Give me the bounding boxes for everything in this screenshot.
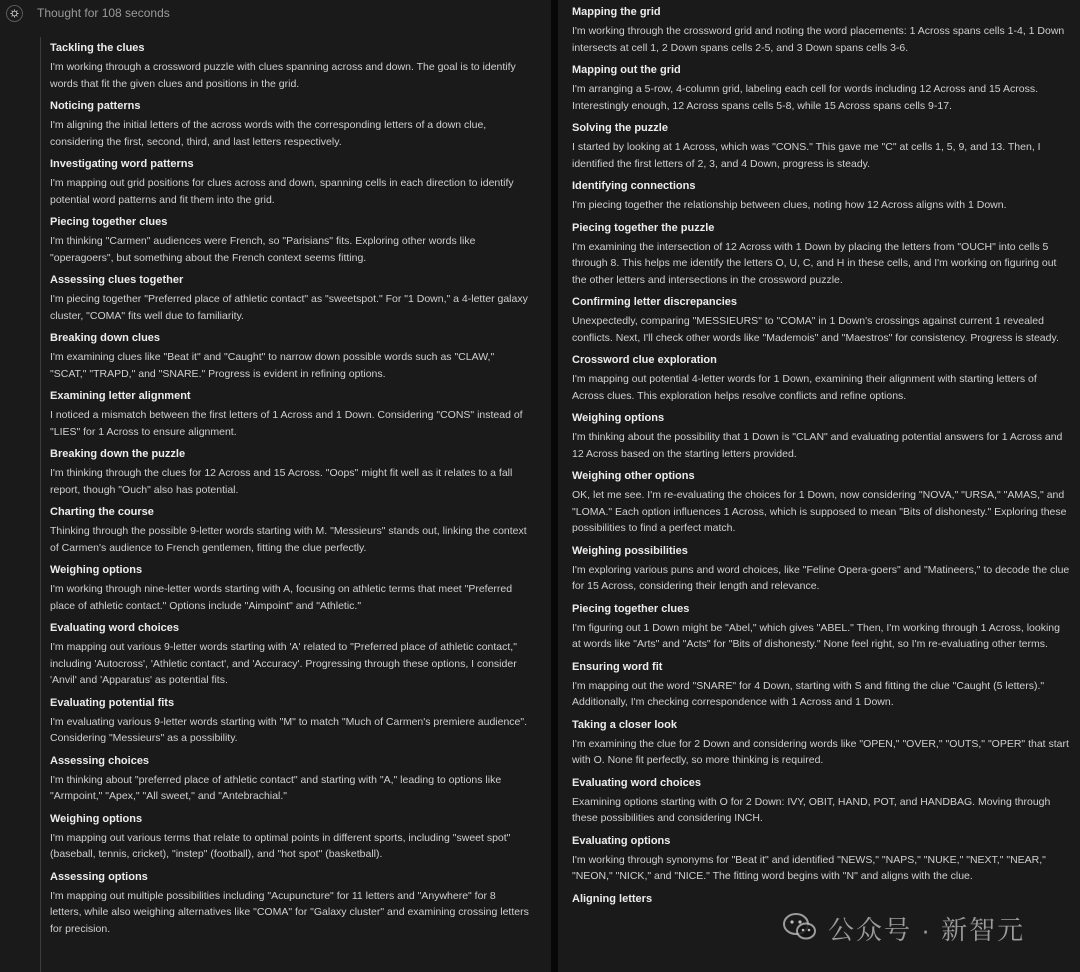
thought-section — [50, 388, 530, 440]
thought-section — [572, 659, 1070, 711]
section-body: I'm thinking about the possibility that 1 Down is "CLAN" and evaluating potential answers for 1 Across and 12 Across based on the starting letters provided. — [572, 431, 1063, 460]
section-title: Taking a closer look — [572, 718, 677, 731]
section-body: I'm piecing together the relationship between clues, noting how 12 Across aligns with 1 Down. — [572, 199, 1007, 211]
thought-section — [50, 156, 530, 208]
section-body: Thinking through the possible 9-letter words starting with M. "Messieurs" stands out, linking the context of Carmen's audience to French gentlemen, fitting the clue perfectly. — [50, 525, 527, 554]
section-body: Examining options starting with O for 2 Down: IVY, OBIT, HAND, POT, and HANDBAG. Moving through these possibilities and considering INCH. — [572, 795, 1051, 824]
thought-section — [50, 330, 530, 382]
section-body: I'm mapping out grid positions for clues across and down, spanning cells in each direction to identify potential word patterns and fit them into the grid. — [50, 177, 514, 206]
section-body: I noticed a mismatch between the first letters of 1 Across and 1 Down. Considering "CONS" instead of "LIES" for 1 Across to ensure alignment. — [50, 409, 523, 438]
section-title: Piecing together clues — [50, 216, 168, 228]
section-body: I'm mapping out potential 4-letter words for 1 Down, examining their alignment with starting letters of Across clues. This exploration helps resolve conflicts and refine options. — [572, 373, 1037, 402]
section-title: Tackling the clues — [50, 42, 145, 54]
section-body: I'm mapping out various terms that relate to optimal points in different sports, including "sweet spot" (baseball, tennis, cricket), "instep" (football), and "hot spot" (basketball). — [50, 831, 511, 860]
section-body: I'm exploring various puns and word choices, like "Feline Opera-goers" and "Matineers," to decode the clue for 15 Across, considering their length and relevance. — [572, 563, 1070, 592]
thought-section — [50, 98, 530, 150]
right-panel — [558, 0, 1080, 972]
section-title: Evaluating word choices — [50, 622, 179, 634]
thought-section — [572, 468, 1070, 537]
thought-section — [572, 62, 1070, 114]
thought-section — [50, 869, 530, 938]
chatgpt-logo-icon — [6, 5, 23, 22]
section-body: I'm working through synonyms for "Beat it" and identified "NEWS," "NAPS," "NUKE," "NEXT," "NEAR," "NEON," "NICK," and "NICE." The fitting word begins with "N" and aligns with the clue. — [572, 853, 1046, 882]
section-title: Breaking down the puzzle — [50, 448, 186, 460]
thought-section — [572, 833, 1070, 885]
section-title: Breaking down clues — [50, 332, 161, 344]
section-title: Weighing options — [50, 812, 143, 825]
watermark — [783, 910, 1053, 950]
section-body: I'm working through nine-letter words starting with A, focusing on athletic terms that meet "Preferred place of athletic contact." Options include "Aimpoint" and "Athletic." — [50, 583, 513, 612]
thought-section — [572, 891, 1070, 907]
section-title: Piecing together the puzzle — [572, 221, 715, 234]
section-title: Weighing options — [50, 564, 143, 576]
left-thought-list — [50, 40, 530, 943]
thought-section — [572, 410, 1070, 462]
section-body: I'm piecing together "Preferred place of athletic contact" as "sweetspot." For "1 Down," a 4-letter galaxy cluster, "COMA" fits well due to familiarity. — [50, 293, 528, 322]
section-title: Charting the course — [50, 506, 154, 518]
thought-section — [572, 352, 1070, 404]
section-title: Weighing options — [572, 412, 665, 424]
section-title: Evaluating potential fits — [50, 696, 175, 709]
section-title: Noticing patterns — [50, 100, 141, 112]
thought-section — [50, 562, 530, 614]
thought-section — [50, 40, 530, 92]
section-title: Investigating word patterns — [50, 158, 194, 170]
section-title: Identifying connections — [572, 180, 696, 192]
section-title: Assessing choices — [50, 754, 150, 767]
section-title: Aligning letters — [572, 892, 653, 905]
thought-section — [50, 753, 530, 805]
section-body: I'm mapping out multiple possibilities including "Acupuncture" for 11 letters and "Anywhere" for 8 letters, while also weighing alternatives like "COMA" for "Galaxy cluster" and examining crossing letters for precision. — [50, 889, 529, 935]
section-title: Evaluating word choices — [572, 776, 701, 789]
section-title: Weighing other options — [572, 470, 695, 482]
thought-section — [50, 620, 530, 689]
section-body: I'm arranging a 5-row, 4-column grid, labeling each cell for words including 12 Across and 15 Across. Interestingly enough, 12 Across spans cells 5-8, while 15 Across spans cells 9-17. — [572, 83, 1038, 112]
thought-section — [572, 178, 1070, 214]
thought-rail — [40, 37, 41, 972]
section-body: I'm aligning the initial letters of the across words with the corresponding letters of a down clue, considering the first, second, third, and last letters respectively. — [50, 119, 487, 148]
thought-section — [572, 294, 1070, 346]
wechat-icon — [783, 912, 817, 942]
thought-section — [572, 120, 1070, 172]
watermark-text: 公众号 · 新智元 — [828, 915, 1026, 945]
section-title: Evaluating options — [572, 834, 671, 847]
section-body: I'm figuring out 1 Down might be "Abel," which gives "ABEL." Then, I'm working through 1 Across, looking at words like "Arts" and "Acts" for "Bits of dishonesty." None feel right, so I'm re-evaluating other terms. — [572, 621, 1060, 650]
thought-duration-label[interactable]: Thought for 108 seconds — [37, 6, 170, 20]
section-title: Assessing options — [50, 870, 148, 883]
section-body: OK, let me see. I'm re-evaluating the choices for 1 Down, now considering "NOVA," "URSA," "AMAS," and "LOMA." Each option influences 1 Across, which is supposed to mean "Bits of dishonesty." Exploring these possibilities to find a perfect match. — [572, 489, 1067, 534]
section-title: Piecing together clues — [572, 602, 690, 615]
section-body: Unexpectedly, comparing "MESSIEURS" to "COMA" in 1 Down's crossings against current 1 revealed conflicts. Next, I'll check other words like "Mademois" and "Maestros" for consistency. Progress is steady. — [572, 315, 1059, 344]
section-body: I'm thinking about "preferred place of athletic contact" and starting with "A," leading to options like "Armpoint," "Apex," "All sweet," and "Antebrachial." — [50, 773, 502, 802]
thought-section — [572, 543, 1070, 595]
section-body: I'm mapping out the word "SNARE" for 4 Down, starting with S and fitting the clue "Caught (5 letters)." Additionally, I'm checking correspondence with 1 Across and 1 Down. — [572, 679, 1045, 708]
section-title: Ensuring word fit — [572, 660, 663, 673]
section-body: I'm working through a crossword puzzle with clues spanning across and down. The goal is to identify words that fit the given clues and positions in the grid. — [50, 61, 516, 90]
thought-section — [50, 811, 530, 863]
section-title: Confirming letter discrepancies — [572, 296, 738, 308]
thought-section — [50, 504, 530, 556]
section-body: I'm mapping out various 9-letter words starting with 'A' related to "Preferred place of athletic contact," including 'Autocross', 'Athletic contact', and 'Accuracy'. Progressing through these options, I consider 'Anvil' and 'Apparatus' as potential fits. — [50, 641, 517, 686]
section-title: Mapping out the grid — [572, 64, 681, 76]
section-body: I'm working through the crossword grid and noting the word placements: 1 Across spans cells 1-4, 1 Down intersects at cell 1, 2 Down spans cells 2-5, and 3 Down spans cells 3-6. — [572, 25, 1065, 54]
right-thought-list — [572, 4, 1070, 913]
thought-section — [572, 601, 1070, 653]
section-title: Weighing possibilities — [572, 544, 688, 557]
section-title: Mapping the grid — [572, 6, 661, 18]
section-body: I started by looking at 1 Across, which was "CONS." This gave me "C" at cells 1, 5, 9, and 13. Then, I identified the first letters of 2, 3, and 4 Down, progress is steady. — [572, 141, 1041, 170]
section-body: I'm examining the intersection of 12 Across with 1 Down by placing the letters from "OUCH" into cells 5 through 8. This helps me identify the letters O, U, C, and H in these cells, and I'm working on figuring out the other letters and intersections in the crossword puzzle. — [572, 240, 1057, 286]
section-title: Examining letter alignment — [50, 390, 191, 402]
section-title: Assessing clues together — [50, 274, 184, 286]
section-body: I'm evaluating various 9-letter words starting with "M" to match "Much of Carmen's premiere audience". Considering "Messieurs" as a possibility. — [50, 715, 528, 744]
section-title: Solving the puzzle — [572, 122, 668, 134]
section-body: I'm examining the clue for 2 Down and considering words like "OPEN," "OVER," "OUTS," "OPER" that start with O. None fit perfectly, so more thinking is required. — [572, 737, 1069, 766]
section-body: I'm examining clues like "Beat it" and "Caught" to narrow down possible words such as "CLAW," "SCAT," "TRAPD," and "SNARE." Progress is evident in refining options. — [50, 351, 495, 380]
section-body: I'm thinking through the clues for 12 Across and 15 Across. "Oops" might fit well as it relates to a fall report, though "Ouch" also has potential. — [50, 467, 513, 496]
thought-header[interactable] — [0, 0, 551, 26]
thought-section — [572, 775, 1070, 827]
thought-section — [50, 214, 530, 266]
thought-section — [50, 272, 530, 324]
thought-section — [50, 446, 530, 498]
thought-section — [572, 220, 1070, 289]
panel-divider — [551, 0, 558, 972]
thought-section — [50, 695, 530, 747]
thought-section — [572, 4, 1070, 56]
section-title: Crossword clue exploration — [572, 354, 717, 366]
thought-section — [572, 717, 1070, 769]
section-body: I'm thinking "Carmen" audiences were French, so "Parisians" fits. Exploring other words like "operagoers", but something about the French context seems fitting. — [50, 235, 476, 264]
